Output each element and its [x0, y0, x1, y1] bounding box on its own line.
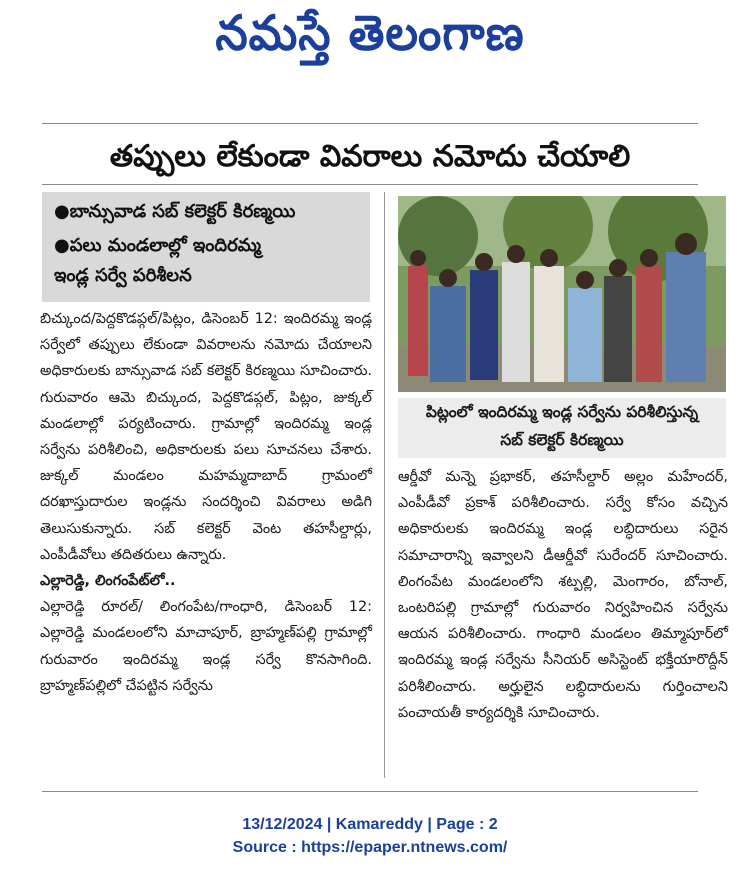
body-paragraph: బిచ్కుంద/పెద్దకొడప్గల్/పిట్లం, డిసెంబర్ 12: ఇందిరమ్మ ఇండ్ల సర్వేలో తప్పులు లేకుండా వివరాలను నమోదు చేయాలని అధికారులకు బాన్సువాడ సబ్ కలెక్టర్ కిరణ్మయి సూచించారు. గురువారం ఆమె బిచ్కుంద, పెద్దకొడప్గల్, పిట్లం, జుక్కల్ మండలాల్లో పర్యటించారు. గ్రామాల్లో ఇందిరమ్మ ఇండ్ల సర్వేను పరిశీలించి, అధికారులకు పలు సూచనలు చేశారు. జుక్కల్ మండలం మహమ్మదాబాద్ గ్రామంలో దరఖాస్తుదారుల ఇండ్లను సందర్శించి వివరాలు అడిగి తెలుసుకున్నారు. సబ్ కలెక్టర్ వెంట తహసీల్దార్లు, ఎంపీడీవోలు తదితరులు ఉన్నారు.: [40, 311, 372, 563]
left-column: [40, 306, 372, 699]
photo-caption: [398, 398, 726, 458]
footer-source-line: Source : https://epaper.ntnews.com/: [232, 839, 508, 856]
section-subheading: ఎల్లారెడ్డి, లింగంపేట్‌లో..: [40, 573, 176, 590]
column-divider: [384, 192, 385, 778]
top-divider: [42, 123, 698, 124]
footer-date-line: 13/12/2024 | Kamareddy | Page : 2: [242, 816, 498, 833]
news-photo: [398, 196, 726, 392]
bottom-divider: [42, 791, 698, 792]
masthead: [0, 0, 740, 85]
body-paragraph: ఎల్లారెడ్డి రూరల్/ లింగంపేట/గాంధారి, డిసెంబర్ 12: ఎల్లారెడ్డి మండలంలోని మాచాపూర్, బ్రాహ్మణ్‌పల్లి గ్రామాల్లో గురువారం ఇందిరమ్మ ఇండ్ల సర్వే కొనసాగింది. బ్రాహ్మణ్‌పల్లిలో చేపట్టిన సర్వేను: [40, 599, 372, 694]
newspaper-logo: నమస్తే తెలంగాణ: [215, 4, 525, 62]
highlight-item: ●బాన్సువాడ సబ్ కలెక్టర్ కిరణ్మయి: [54, 201, 296, 222]
right-column: [398, 464, 728, 726]
highlights-box: [42, 192, 370, 302]
article-headline: తప్పులు లేకుండా వివరాలు నమోదు చేయాలి: [109, 139, 631, 174]
body-paragraph: ఆర్డీవో మన్నె ప్రభాకర్, తహసీల్దార్ అల్లం మహేందర్, ఎంపీడీవో ప్రకాశ్ పరిశీలించారు. సర్వే కోసం వచ్చిన అధికారులకు ఇందిరమ్మ ఇండ్ల లబ్ధిదారులు సరైన సమాచారాన్ని ఇవ్వాలని డీఆర్డీవో సురేందర్ సూచించారు. లింగంపేట మండలంలోని శట్పల్లి, మెంగారం, బోనాల్, ఒంటరిపల్లి గ్రామాల్లో గురువారం నిర్వహించిన సర్వేను ఆయన పరిశీలించారు. గాంధారి మండలం తిమ్మాపూర్‌లో ఇందిరమ్మ ఇండ్ల సర్వేను సీనియర్ అసిస్టెంట్ భక్తీయారొద్దీన్ పరిశీలించారు. అర్హులైన లబ్ధిదారులను గుర్తించాలని పంచాయతీ కార్యదర్శికి సూచించారు.: [398, 469, 728, 721]
headline-divider: [42, 184, 698, 185]
highlight-item: ●పలు మండలాల్లో ఇందిరమ్మ: [54, 235, 262, 256]
highlight-item: ఇండ్ల సర్వే పరిశీలన: [54, 265, 192, 286]
photo-illustration: [398, 196, 726, 392]
caption-line: సబ్ కలెక్టర్ కిరణ్మయి: [500, 431, 624, 449]
caption-line: పిట్లంలో ఇందిరమ్మ ఇండ్ల సర్వేను పరిశీలిస్తున్న: [425, 403, 699, 421]
